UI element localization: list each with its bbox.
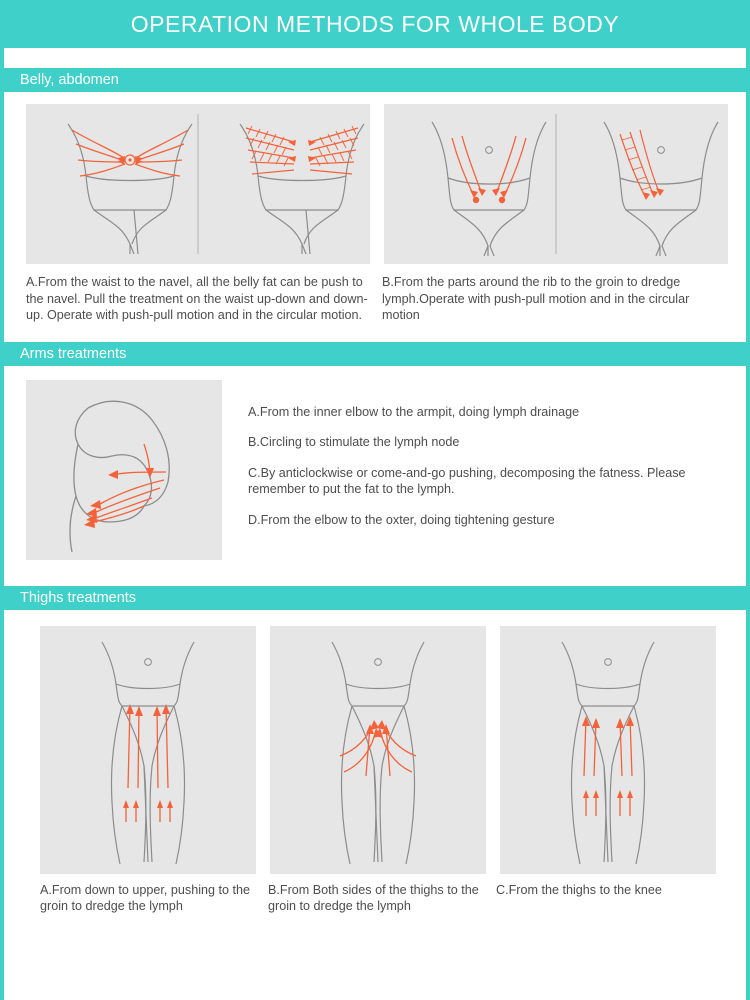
belly-figure-a — [26, 104, 370, 264]
arms-content — [4, 380, 746, 560]
belly-caption-b: B.From the parts around the rib to the groin to dredge lymph.Operate with push-pull motion and in the circular motion — [382, 275, 690, 322]
thigh-caption-c: C.From the thighs to the knee — [496, 882, 662, 897]
arms-caption-b: B.Circling to stimulate the lymph node — [248, 435, 460, 449]
section-header-thighs — [4, 586, 746, 610]
page-title-text: OPERATION METHODS FOR WHOLE BODY — [130, 10, 620, 37]
thigh-caption-a: A.From down to upper, pushing to the groin to dredge the lymph — [40, 882, 251, 913]
section-header-belly — [4, 68, 746, 92]
arms-caption-c: C.By anticlockwise or come-and-go pushing, decomposing the fatness. Please remember to put the fat to the lymph. — [248, 465, 686, 496]
belly-caption-a: A.From the waist to the navel, all the belly fat can be push to the navel. Pull the treatment on the waist up-down and down-up. Operate with push-pull motion and in the circular motion. — [26, 275, 368, 322]
thigh-figure-a — [40, 626, 256, 874]
section-header-thighs-label: Thighs treatments — [20, 589, 137, 606]
arms-caption-d: D.From the elbow to the oxter, doing tightening gesture — [248, 512, 555, 527]
thigh-figure-c — [500, 626, 716, 874]
arms-caption-a: A.From the inner elbow to the armpit, doing lymph drainage — [248, 404, 580, 419]
belly-figure-b — [384, 104, 728, 264]
belly-caption-row — [4, 274, 746, 324]
thigh-figure-b — [270, 626, 486, 874]
thigh-figure-row — [4, 626, 746, 874]
belly-figure-row — [4, 104, 746, 264]
thigh-caption-row — [4, 882, 746, 915]
section-header-belly-label: Belly, abdomen — [20, 72, 119, 88]
section-header-arms-label: Arms treatments — [20, 345, 127, 362]
page-title — [4, 0, 746, 48]
arm-figure — [26, 380, 222, 560]
section-header-arms — [4, 342, 746, 366]
thigh-caption-b: B.From Both sides of the thighs to the groin to dredge the lymph — [268, 882, 479, 913]
arms-caption-list — [248, 380, 724, 560]
